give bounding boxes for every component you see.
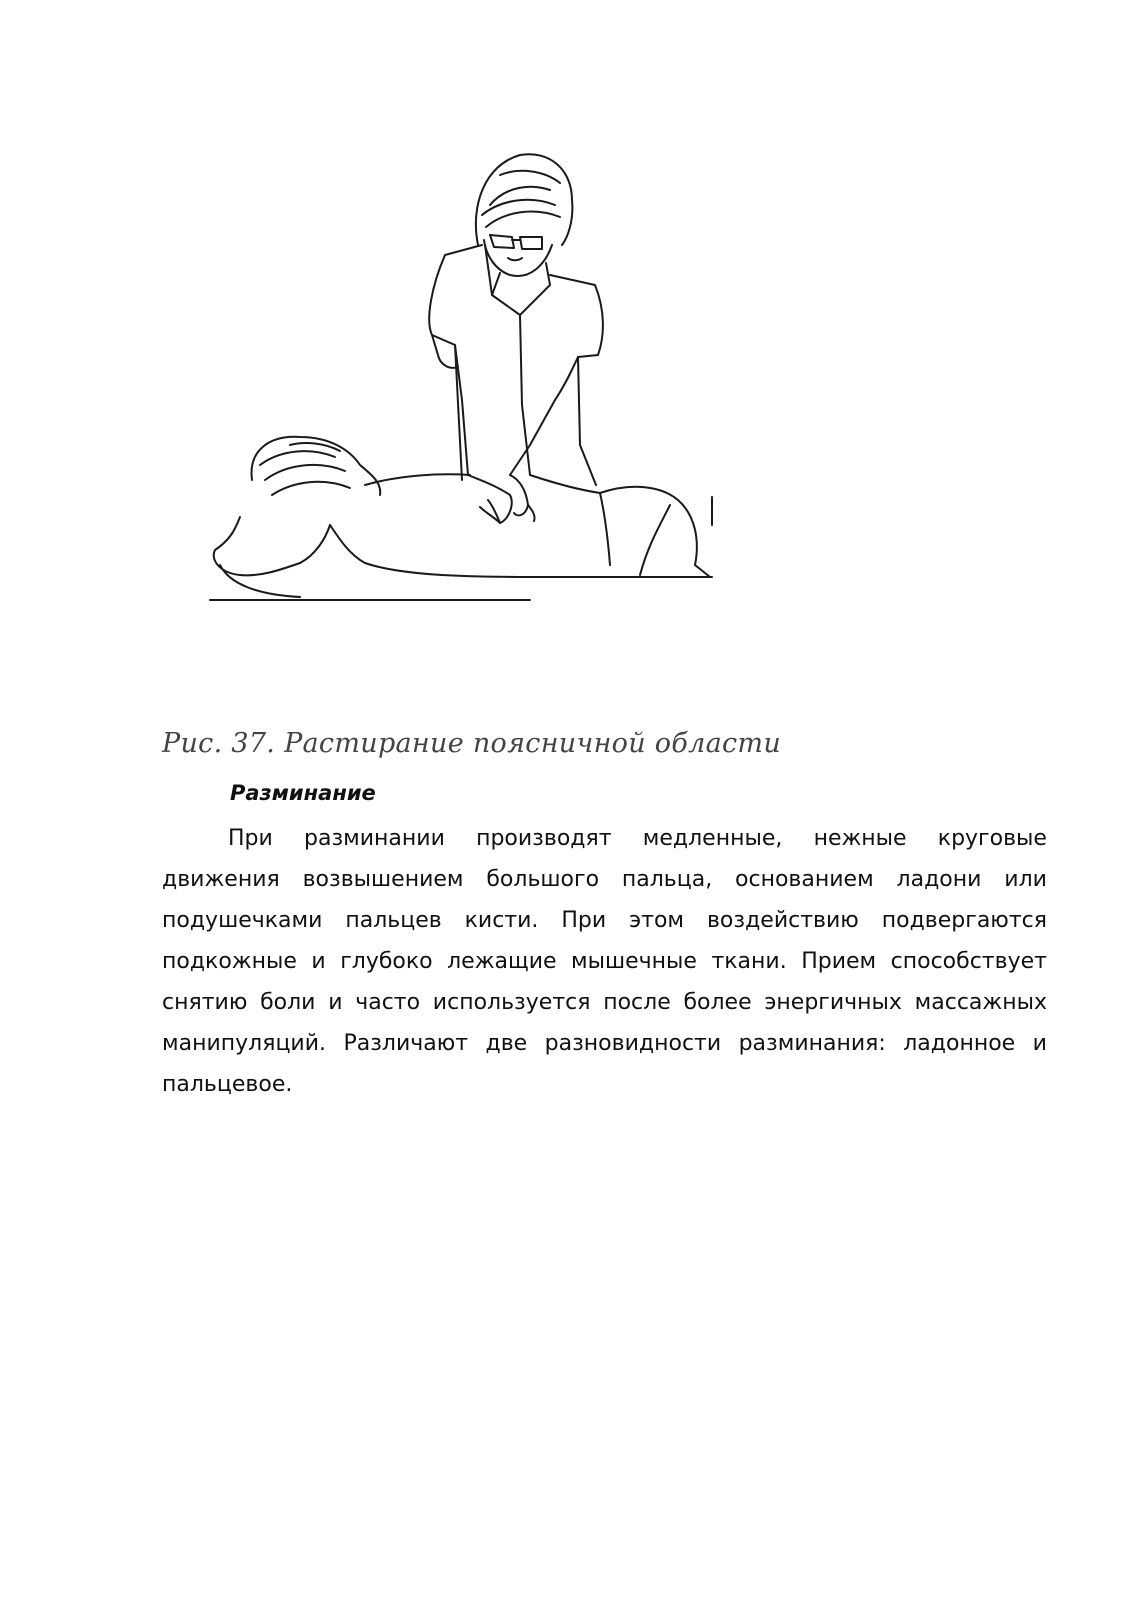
paragraph-line — [162, 900, 1047, 941]
paragraph-word: медленные, — [642, 826, 783, 851]
paragraph-word: пальцев — [345, 908, 442, 933]
paragraph-word: мышечные — [571, 949, 697, 974]
massage-illustration-icon — [200, 145, 730, 625]
paragraph-word: основанием — [735, 867, 874, 892]
paragraph-word: и — [328, 990, 343, 1015]
paragraph-line — [162, 818, 1047, 859]
paragraph-word: нежные — [813, 826, 907, 851]
paragraph-word: воздействию — [706, 908, 859, 933]
paragraph-line — [162, 1023, 1047, 1064]
paragraph-word: При — [228, 826, 273, 851]
paragraph-word: этом — [629, 908, 685, 933]
paragraph-word: При — [561, 908, 607, 933]
paragraph-line — [162, 859, 1047, 900]
paragraph-word: Прием — [801, 949, 877, 974]
paragraph-word: возвышением — [302, 867, 464, 892]
paragraph-word: разновидности — [544, 1031, 722, 1056]
paragraph-word: и — [311, 949, 326, 974]
paragraph-word: кисти. — [464, 908, 539, 933]
paragraph-word: способствует — [890, 949, 1047, 974]
paragraph-word: подвергаются — [881, 908, 1047, 933]
paragraph-word: более — [683, 990, 752, 1015]
paragraph-word: боли — [260, 990, 316, 1015]
paragraph-word: глубоко — [340, 949, 433, 974]
paragraph-word: после — [603, 990, 671, 1015]
paragraph-word: ладони — [896, 867, 982, 892]
paragraph — [162, 818, 1047, 1105]
paragraph-word: разминании — [304, 826, 445, 851]
paragraph-word: массажных — [914, 990, 1047, 1015]
masseur-glasses — [490, 235, 514, 248]
paragraph-line — [162, 1064, 1047, 1105]
paragraph-word: часто — [355, 990, 421, 1015]
paragraph-word: движения — [162, 867, 280, 892]
paragraph-word: две — [485, 1031, 528, 1056]
paragraph-line — [162, 941, 1047, 982]
paragraph-word: подушечками — [162, 908, 323, 933]
paragraph-word: используется — [432, 990, 591, 1015]
paragraph-word: подкожные — [162, 949, 297, 974]
section-heading: Разминание — [230, 781, 376, 805]
figure-caption: Рис. 37. Растирание поясничной области — [162, 728, 782, 759]
paragraph-word: пальца, — [621, 867, 713, 892]
paragraph-line — [162, 982, 1047, 1023]
paragraph-word: или — [1004, 867, 1047, 892]
masseur-coat — [429, 245, 482, 480]
figure-illustration — [200, 145, 730, 625]
patient-back — [365, 474, 470, 485]
paragraph-word: энергичных — [764, 990, 902, 1015]
paragraph-word: манипуляций. — [162, 1031, 327, 1056]
paragraph-word: круговые — [937, 826, 1047, 851]
paragraph-word: и — [1032, 1031, 1047, 1056]
paragraph-word: разминания: — [738, 1031, 886, 1056]
paragraph-word: ткани. — [711, 949, 787, 974]
paragraph-word: снятию — [162, 990, 248, 1015]
paragraph-word: лежащие — [447, 949, 557, 974]
paragraph-word: ладонное — [903, 1031, 1016, 1056]
paragraph-word: производят — [476, 826, 612, 851]
table-line — [365, 563, 712, 577]
paragraph-word: Различают — [343, 1031, 469, 1056]
paragraph-word: пальцевое. — [162, 1072, 293, 1097]
paragraph-word: большого — [486, 867, 600, 892]
